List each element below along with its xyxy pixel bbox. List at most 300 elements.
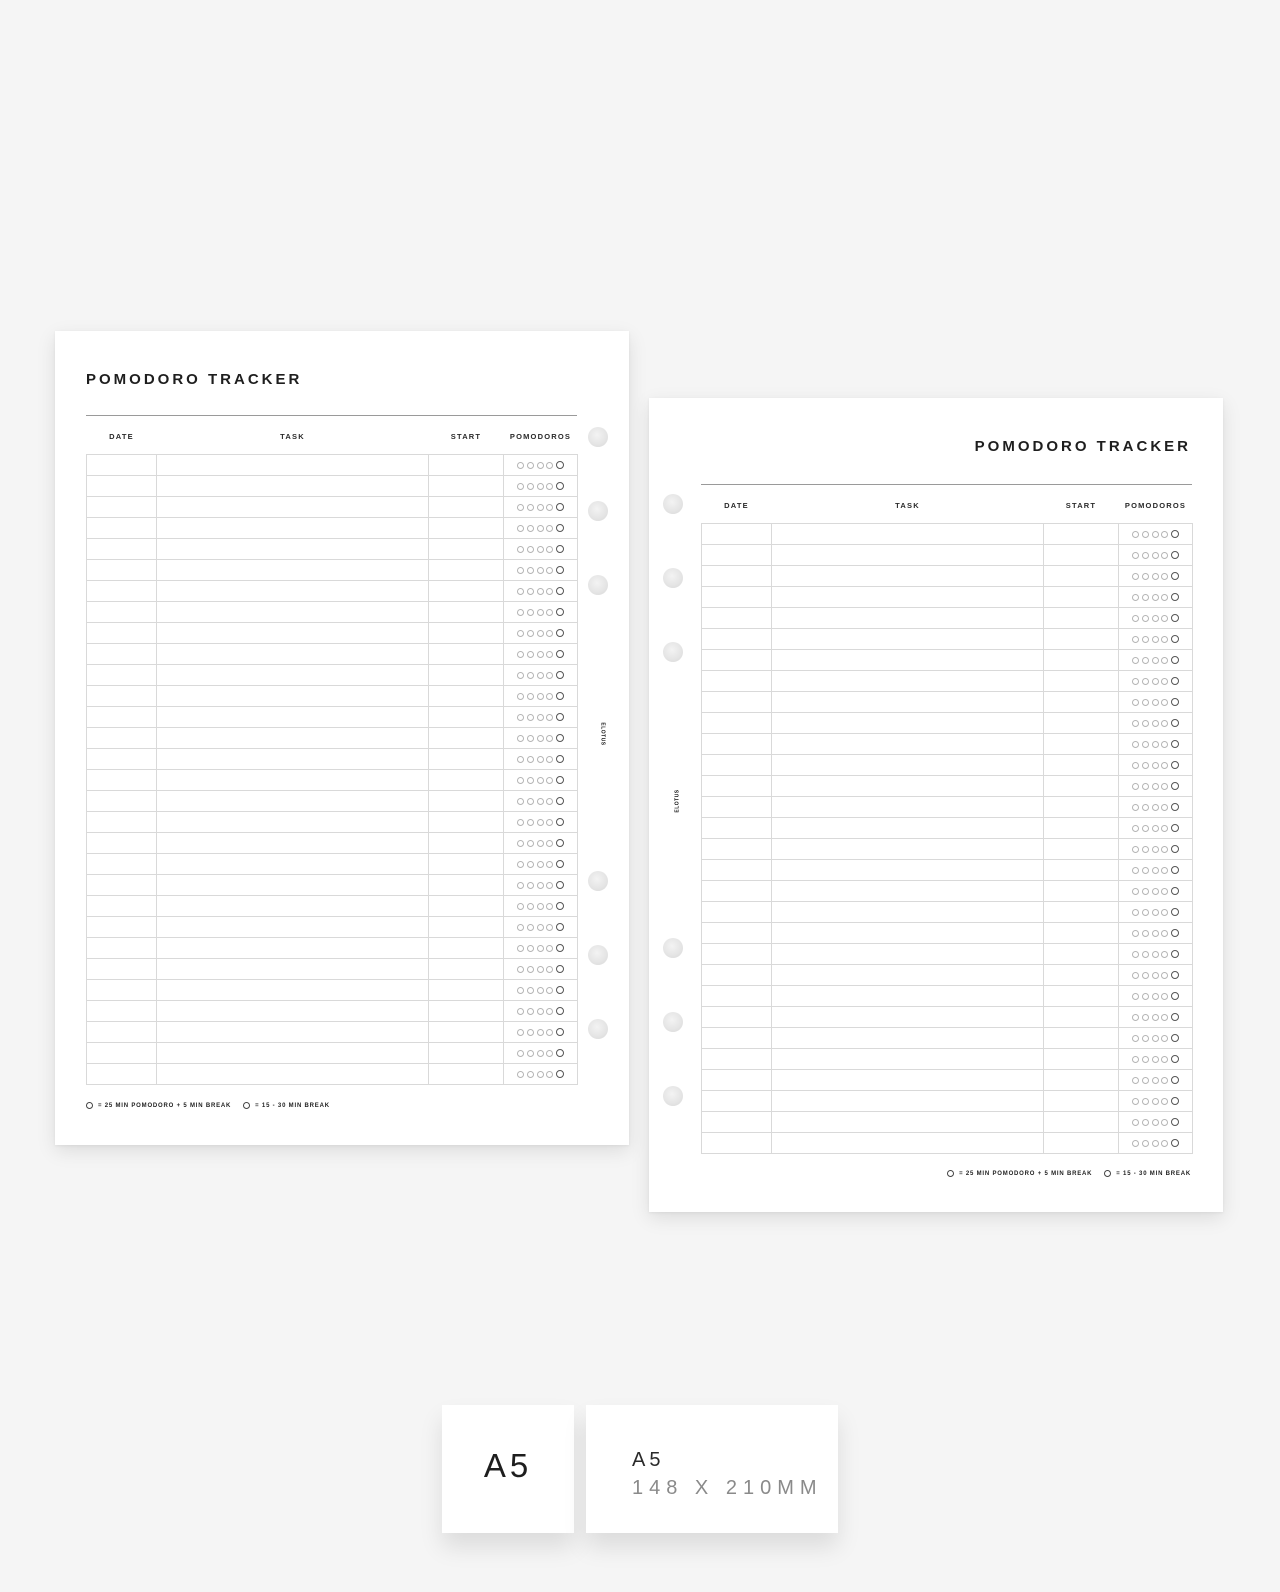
date-cell xyxy=(702,566,772,587)
pomodoros-cell xyxy=(1119,1133,1193,1154)
pomodoro-circle-icon xyxy=(546,735,553,742)
task-cell xyxy=(772,1007,1044,1028)
pomodoro-circle-icon xyxy=(1142,1035,1149,1042)
punch-hole xyxy=(588,575,608,595)
pomodoro-circle-icon xyxy=(537,714,544,721)
pomodoro-circle-icon xyxy=(537,798,544,805)
pomodoro-circle-icon xyxy=(527,1029,534,1036)
date-cell xyxy=(87,602,157,623)
pomodoro-circle-icon xyxy=(1171,677,1179,685)
punch-hole xyxy=(588,871,608,891)
tracker-rows xyxy=(702,524,1193,1154)
pomodoro-circle-icon xyxy=(527,672,534,679)
start-cell xyxy=(1044,1049,1119,1070)
task-cell xyxy=(157,518,429,539)
task-cell xyxy=(772,650,1044,671)
pomodoros-cell xyxy=(504,728,578,749)
task-cell xyxy=(157,749,429,770)
header-row xyxy=(702,487,1193,524)
pomodoro-circle-icon xyxy=(517,777,524,784)
pomodoro-circle-icon xyxy=(517,1008,524,1015)
table-row xyxy=(702,923,1193,944)
task-cell xyxy=(772,1070,1044,1091)
pomodoro-circle-icon xyxy=(517,735,524,742)
pomodoro-circle-icon xyxy=(1132,888,1139,895)
pomodoro-circle-icon xyxy=(1171,971,1179,979)
pomodoro-circle-icon xyxy=(537,861,544,868)
task-cell xyxy=(772,566,1044,587)
pomodoro-circle-icon xyxy=(1152,531,1159,538)
pomodoro-circle-icon xyxy=(517,588,524,595)
pomodoro-circle-icon xyxy=(537,1029,544,1036)
date-cell xyxy=(702,671,772,692)
start-cell xyxy=(1044,587,1119,608)
pomodoro-circle-icon xyxy=(1171,950,1179,958)
pomodoro-circle-icon xyxy=(1161,636,1168,643)
planner-page-left xyxy=(55,331,629,1145)
task-cell xyxy=(157,644,429,665)
pomodoro-circle-icon xyxy=(1132,1014,1139,1021)
date-cell xyxy=(87,875,157,896)
pomodoros-cell xyxy=(504,770,578,791)
pomodoro-circle-icon xyxy=(546,546,553,553)
start-cell xyxy=(429,497,504,518)
date-cell xyxy=(702,587,772,608)
date-cell xyxy=(87,539,157,560)
pomodoro-circle-icon xyxy=(527,630,534,637)
legend-break: = 15 - 30 MIN BREAK xyxy=(1116,1170,1191,1177)
table-row xyxy=(87,707,578,728)
table-row xyxy=(702,1112,1193,1133)
pomodoro-circle-icon xyxy=(517,525,524,532)
pomodoro-circle-icon xyxy=(1161,741,1168,748)
pomodoro-circle-icon xyxy=(1132,552,1139,559)
pomodoro-circle-icon xyxy=(546,567,553,574)
pomodoro-circle-icon xyxy=(1171,1013,1179,1021)
date-cell xyxy=(702,1112,772,1133)
start-cell xyxy=(429,581,504,602)
date-cell xyxy=(702,755,772,776)
pomodoro-circle-icon xyxy=(1142,720,1149,727)
pomodoro-circle-icon xyxy=(527,504,534,511)
start-cell xyxy=(1044,776,1119,797)
pomodoro-circle-icon xyxy=(556,923,564,931)
pomodoro-circle-icon xyxy=(546,693,553,700)
pomodoro-circle-icon xyxy=(527,651,534,658)
table-row xyxy=(87,1043,578,1064)
pomodoro-circle-icon xyxy=(556,566,564,574)
pomodoro-circle-icon xyxy=(1152,846,1159,853)
pomodoros-cell xyxy=(504,959,578,980)
pomodoro-circle-icon xyxy=(1132,909,1139,916)
pomodoro-circle-icon xyxy=(1171,740,1179,748)
pomodoro-circle-icon xyxy=(527,567,534,574)
pomodoro-circle-icon xyxy=(1152,594,1159,601)
task-cell xyxy=(157,1022,429,1043)
pomodoro-circle-icon xyxy=(1161,762,1168,769)
pomodoro-circle-icon xyxy=(1152,573,1159,580)
table-row xyxy=(87,1001,578,1022)
task-cell xyxy=(157,623,429,644)
pomodoros-cell xyxy=(1119,1007,1193,1028)
task-cell xyxy=(157,854,429,875)
pomodoro-circle-icon xyxy=(1152,741,1159,748)
date-cell xyxy=(87,1001,157,1022)
pomodoro-circle-icon xyxy=(517,630,524,637)
task-cell xyxy=(157,665,429,686)
pomodoro-circle-icon xyxy=(556,692,564,700)
pomodoro-circle-icon xyxy=(1161,1014,1168,1021)
date-cell xyxy=(702,860,772,881)
pomodoro-circle-icon xyxy=(1132,972,1139,979)
pomodoro-circle-icon xyxy=(1142,657,1149,664)
pomodoro-circle-icon xyxy=(527,924,534,931)
punch-hole xyxy=(663,1012,683,1032)
pomodoros-cell xyxy=(504,707,578,728)
pomodoro-circle-icon xyxy=(1161,993,1168,1000)
start-cell xyxy=(1044,629,1119,650)
pomodoro-circle-icon xyxy=(517,504,524,511)
pomodoro-circle-icon xyxy=(1132,867,1139,874)
pomodoros-cell xyxy=(1119,944,1193,965)
start-cell xyxy=(429,959,504,980)
pomodoro-circle-icon xyxy=(517,462,524,469)
pomodoro-circle-icon xyxy=(1152,720,1159,727)
pomodoro-circle-icon xyxy=(1132,1035,1139,1042)
task-cell xyxy=(772,608,1044,629)
pomodoro-circle-icon xyxy=(1142,1140,1149,1147)
pomodoros-cell xyxy=(1119,965,1193,986)
start-cell xyxy=(429,707,504,728)
tracker-table xyxy=(701,487,1193,1154)
task-cell xyxy=(772,734,1044,755)
pomodoro-circle-icon xyxy=(1161,615,1168,622)
pomodoros-cell xyxy=(504,896,578,917)
pomodoro-circle-icon xyxy=(517,861,524,868)
break-circle-icon xyxy=(1104,1170,1111,1177)
pomodoro-circle-icon xyxy=(546,588,553,595)
start-cell xyxy=(1044,692,1119,713)
pomodoros-cell xyxy=(1119,566,1193,587)
task-cell xyxy=(772,839,1044,860)
pomodoro-circle-icon xyxy=(1171,1118,1179,1126)
pomodoro-circle-icon xyxy=(1171,1076,1179,1084)
title-rule xyxy=(86,415,577,416)
pomodoro-circle-icon xyxy=(1152,993,1159,1000)
date-cell xyxy=(702,965,772,986)
pomodoro-circle-icon xyxy=(1152,657,1159,664)
table-row xyxy=(87,560,578,581)
table-row xyxy=(87,665,578,686)
pomodoros-cell xyxy=(1119,524,1193,545)
pomodoros-cell xyxy=(1119,713,1193,734)
task-cell xyxy=(772,629,1044,650)
pomodoro-circle-icon xyxy=(537,945,544,952)
pomodoro-circle-icon xyxy=(1171,1097,1179,1105)
pomodoro-circle-icon xyxy=(1152,783,1159,790)
punch-hole xyxy=(663,642,683,662)
date-cell xyxy=(87,980,157,1001)
pomodoro-circle-icon xyxy=(1171,845,1179,853)
pomodoro-circle-icon xyxy=(546,903,553,910)
pomodoro-circle-icon xyxy=(517,882,524,889)
pomodoros-cell xyxy=(504,1064,578,1085)
column-header-task: TASK xyxy=(280,431,305,441)
pomodoro-circle-icon xyxy=(546,714,553,721)
pomodoro-circle-icon xyxy=(556,944,564,952)
table-row xyxy=(702,818,1193,839)
pomodoros-cell xyxy=(504,875,578,896)
pomodoro-circle-icon xyxy=(1132,1077,1139,1084)
pomodoros-cell xyxy=(504,1022,578,1043)
pomodoro-circle-icon xyxy=(1171,866,1179,874)
pomodoro-circle-icon xyxy=(527,693,534,700)
pomodoro-circle-icon xyxy=(527,525,534,532)
pomodoro-circle-icon xyxy=(537,693,544,700)
task-cell xyxy=(157,707,429,728)
pomodoro-circle-icon xyxy=(517,651,524,658)
pomodoro-circle-icon xyxy=(527,546,534,553)
pomodoro-circle-icon xyxy=(1161,657,1168,664)
task-cell xyxy=(772,1091,1044,1112)
column-header-start: START xyxy=(1065,500,1097,510)
date-cell xyxy=(87,665,157,686)
start-cell xyxy=(1044,818,1119,839)
pomodoro-circle-icon xyxy=(1142,951,1149,958)
pomodoro-circle-icon xyxy=(1132,762,1139,769)
date-cell xyxy=(87,728,157,749)
date-cell xyxy=(87,1022,157,1043)
pomodoro-circle-icon xyxy=(1161,846,1168,853)
start-cell xyxy=(429,728,504,749)
task-cell xyxy=(157,602,429,623)
date-cell xyxy=(87,455,157,476)
table-row xyxy=(87,581,578,602)
date-cell xyxy=(87,707,157,728)
start-cell xyxy=(429,602,504,623)
pomodoro-circle-icon xyxy=(1142,888,1149,895)
table-row xyxy=(87,686,578,707)
table-row xyxy=(702,1091,1193,1112)
pomodoros-cell xyxy=(504,1043,578,1064)
pomodoro-circle-icon xyxy=(556,608,564,616)
pomodoros-cell xyxy=(504,665,578,686)
date-cell xyxy=(702,713,772,734)
pomodoro-circle-icon xyxy=(1171,656,1179,664)
pomodoros-cell xyxy=(1119,1070,1193,1091)
start-cell xyxy=(1044,545,1119,566)
date-cell xyxy=(87,623,157,644)
start-cell xyxy=(1044,923,1119,944)
task-cell xyxy=(772,965,1044,986)
pomodoro-circle-icon xyxy=(517,840,524,847)
pomodoro-circle-icon xyxy=(556,734,564,742)
pomodoro-circle-icon xyxy=(527,756,534,763)
date-cell xyxy=(87,581,157,602)
pomodoro-circle-icon xyxy=(527,483,534,490)
pomodoros-cell xyxy=(504,686,578,707)
pomodoro-circle-icon xyxy=(1161,1119,1168,1126)
table-row xyxy=(87,623,578,644)
pomodoro-circle-icon xyxy=(537,1050,544,1057)
pomodoro-circle-icon xyxy=(546,945,553,952)
task-cell xyxy=(157,455,429,476)
pomodoro-circle-icon xyxy=(537,483,544,490)
pomodoro-circle-icon xyxy=(517,693,524,700)
start-cell xyxy=(429,896,504,917)
pomodoro-circle-icon xyxy=(556,671,564,679)
pomodoro-circle-icon xyxy=(1132,804,1139,811)
pomodoro-circle-icon xyxy=(556,482,564,490)
pomodoro-circle-icon xyxy=(1171,698,1179,706)
pomodoro-circle-icon xyxy=(1152,615,1159,622)
column-header-date: DATE xyxy=(109,431,134,441)
task-cell xyxy=(157,917,429,938)
pomodoros-cell xyxy=(1119,923,1193,944)
title-rule xyxy=(701,484,1192,485)
pomodoro-circle-icon xyxy=(1152,1014,1159,1021)
start-cell xyxy=(1044,839,1119,860)
pomodoro-circle-icon xyxy=(1152,762,1159,769)
table-row xyxy=(702,734,1193,755)
pomodoro-circle-icon xyxy=(527,1008,534,1015)
pomodoro-circle-icon xyxy=(1132,615,1139,622)
date-cell xyxy=(702,944,772,965)
pomodoro-circle-icon xyxy=(1171,992,1179,1000)
pomodoros-cell xyxy=(1119,1049,1193,1070)
date-cell xyxy=(702,902,772,923)
pomodoro-circle-icon xyxy=(546,483,553,490)
pomodoro-circle-icon xyxy=(546,609,553,616)
pomodoro-circle-icon xyxy=(1152,678,1159,685)
pomodoro-circle-icon xyxy=(556,902,564,910)
pomodoro-circle-icon xyxy=(527,1050,534,1057)
pomodoro-circle-icon xyxy=(86,1102,93,1109)
task-cell xyxy=(157,686,429,707)
table-row xyxy=(702,1028,1193,1049)
pomodoro-circle-icon xyxy=(1152,909,1159,916)
pomodoro-circle-icon xyxy=(546,504,553,511)
page-title: POMODORO TRACKER xyxy=(86,371,303,388)
table-row xyxy=(702,755,1193,776)
date-cell xyxy=(702,818,772,839)
date-cell xyxy=(702,629,772,650)
task-cell xyxy=(772,1112,1044,1133)
pomodoro-circle-icon xyxy=(537,630,544,637)
start-cell xyxy=(429,791,504,812)
pomodoro-circle-icon xyxy=(546,924,553,931)
pomodoro-circle-icon xyxy=(1161,531,1168,538)
pomodoros-cell xyxy=(1119,734,1193,755)
table-row xyxy=(702,692,1193,713)
pomodoro-circle-icon xyxy=(546,630,553,637)
pomodoro-circle-icon xyxy=(1161,1035,1168,1042)
pomodoro-circle-icon xyxy=(517,924,524,931)
pomodoro-circle-icon xyxy=(1161,783,1168,790)
pomodoro-circle-icon xyxy=(1142,636,1149,643)
table-row xyxy=(87,518,578,539)
pomodoro-circle-icon xyxy=(517,546,524,553)
start-cell xyxy=(429,854,504,875)
pomodoros-cell xyxy=(1119,881,1193,902)
pomodoro-circle-icon xyxy=(1161,1098,1168,1105)
pomodoro-circle-icon xyxy=(527,714,534,721)
table-row xyxy=(87,602,578,623)
task-cell xyxy=(157,875,429,896)
column-header-task: TASK xyxy=(895,500,920,510)
pomodoro-circle-icon xyxy=(556,1007,564,1015)
start-cell xyxy=(429,1001,504,1022)
pomodoro-circle-icon xyxy=(1161,951,1168,958)
pomodoro-circle-icon xyxy=(1142,825,1149,832)
pomodoro-circle-icon xyxy=(556,755,564,763)
table-row xyxy=(702,1070,1193,1091)
pomodoro-circle-icon xyxy=(546,1050,553,1057)
tracker-table xyxy=(86,418,578,1085)
pomodoro-circle-icon xyxy=(527,798,534,805)
pomodoro-circle-icon xyxy=(556,881,564,889)
pomodoro-circle-icon xyxy=(556,965,564,973)
pomodoro-circle-icon xyxy=(556,860,564,868)
table-row xyxy=(87,812,578,833)
pomodoro-circle-icon xyxy=(1142,552,1149,559)
punch-hole xyxy=(588,501,608,521)
start-cell xyxy=(429,476,504,497)
start-cell xyxy=(1044,1091,1119,1112)
pomodoro-circle-icon xyxy=(537,462,544,469)
pomodoro-circle-icon xyxy=(527,987,534,994)
start-cell xyxy=(1044,713,1119,734)
date-cell xyxy=(702,923,772,944)
task-cell xyxy=(772,776,1044,797)
pomodoro-circle-icon xyxy=(1142,531,1149,538)
pomodoro-circle-icon xyxy=(1161,720,1168,727)
pomodoro-circle-icon xyxy=(546,672,553,679)
pomodoro-circle-icon xyxy=(517,483,524,490)
task-cell xyxy=(772,923,1044,944)
pomodoros-cell xyxy=(504,980,578,1001)
pomodoros-cell xyxy=(504,812,578,833)
pomodoro-circle-icon xyxy=(1152,636,1159,643)
pomodoro-circle-icon xyxy=(546,1029,553,1036)
pomodoro-circle-icon xyxy=(1132,1140,1139,1147)
pomodoro-circle-icon xyxy=(1132,825,1139,832)
pomodoro-circle-icon xyxy=(1142,972,1149,979)
pomodoro-circle-icon xyxy=(1142,930,1149,937)
pomodoro-circle-icon xyxy=(546,840,553,847)
pomodoros-cell xyxy=(1119,671,1193,692)
pomodoro-circle-icon xyxy=(1142,678,1149,685)
task-cell xyxy=(772,587,1044,608)
pomodoro-circle-icon xyxy=(1142,867,1149,874)
pomodoro-circle-icon xyxy=(1142,846,1149,853)
pomodoros-cell xyxy=(1119,902,1193,923)
pomodoros-cell xyxy=(1119,629,1193,650)
pomodoro-circle-icon xyxy=(517,714,524,721)
page-title: POMODORO TRACKER xyxy=(974,438,1191,455)
pomodoro-circle-icon xyxy=(1171,614,1179,622)
table-row xyxy=(87,917,578,938)
column-header-pomodoros: POMODOROS xyxy=(509,431,572,441)
date-cell xyxy=(702,797,772,818)
punch-hole xyxy=(663,1086,683,1106)
pomodoro-circle-icon xyxy=(1161,1056,1168,1063)
pomodoro-circle-icon xyxy=(537,504,544,511)
tracker-rows xyxy=(87,455,578,1085)
pomodoro-circle-icon xyxy=(556,629,564,637)
pomodoro-circle-icon xyxy=(517,756,524,763)
pomodoro-circle-icon xyxy=(537,1008,544,1015)
